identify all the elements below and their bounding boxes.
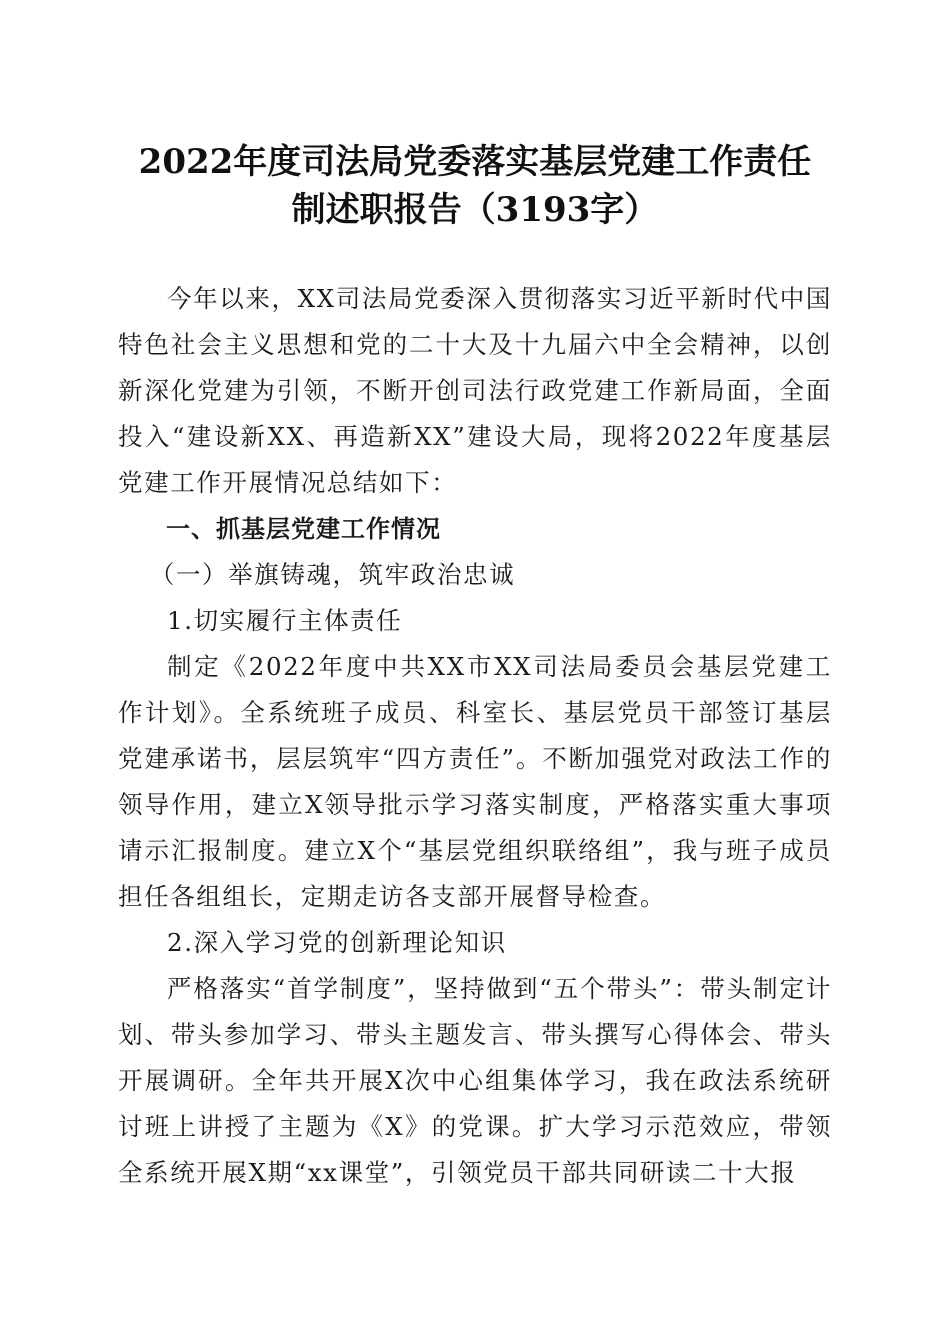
document-title xyxy=(118,138,832,234)
title-line-1: 2022年度司法局党委落实基层党建工作责任 xyxy=(138,142,812,182)
document-body xyxy=(118,276,832,1196)
item-paragraph-1: 制定《2022年度中共XX市XX司法局委员会基层党建工作计划》。全系统班子成员、科室长、基层党员干部签订基层党建承诺书，层层筑牢“四方责任”。不断加强党对政法工作的领导作用，建立X领导批示学习落实制度，严格落实重大事项请示汇报制度。建立X个“基层党组织联络组”，我与班子成员担任各组组长，定期走访各支部开展督导检查。 xyxy=(118,652,832,911)
subsection-heading: （一）举旗铸魂，筑牢政治忠诚 xyxy=(149,560,516,589)
intro-paragraph: 今年以来，XX司法局党委深入贯彻落实习近平新时代中国特色社会主义思想和党的二十大及十九届六中全会精神，以创新深化党建为引领，不断开创司法行政党建工作新局面，全面投入“建设新XX、再造新XX”建设大局，现将2022年度基层党建工作开展情况总结如下： xyxy=(118,284,832,497)
item-heading-1: 1.切实履行主体责任 xyxy=(167,606,403,635)
title-line-2: 制述职报告（3193字） xyxy=(291,190,659,230)
item-heading-2: 2.深入学习党的创新理论知识 xyxy=(167,928,507,957)
item-paragraph-2: 严格落实“首学制度”，坚持做到“五个带头”：带头制定计划、带头参加学习、带头主题发言、带头撰写心得体会、带头开展调研。全年共开展X次中心组集体学习，我在政法系统研讨班上讲授了主题为《X》的党课。扩大学习示范效应，带领全系统开展X期“xx课堂”，引领党员干部共同研读二十大报 xyxy=(118,974,832,1187)
section-heading: 一、抓基层党建工作情况 xyxy=(166,515,441,543)
